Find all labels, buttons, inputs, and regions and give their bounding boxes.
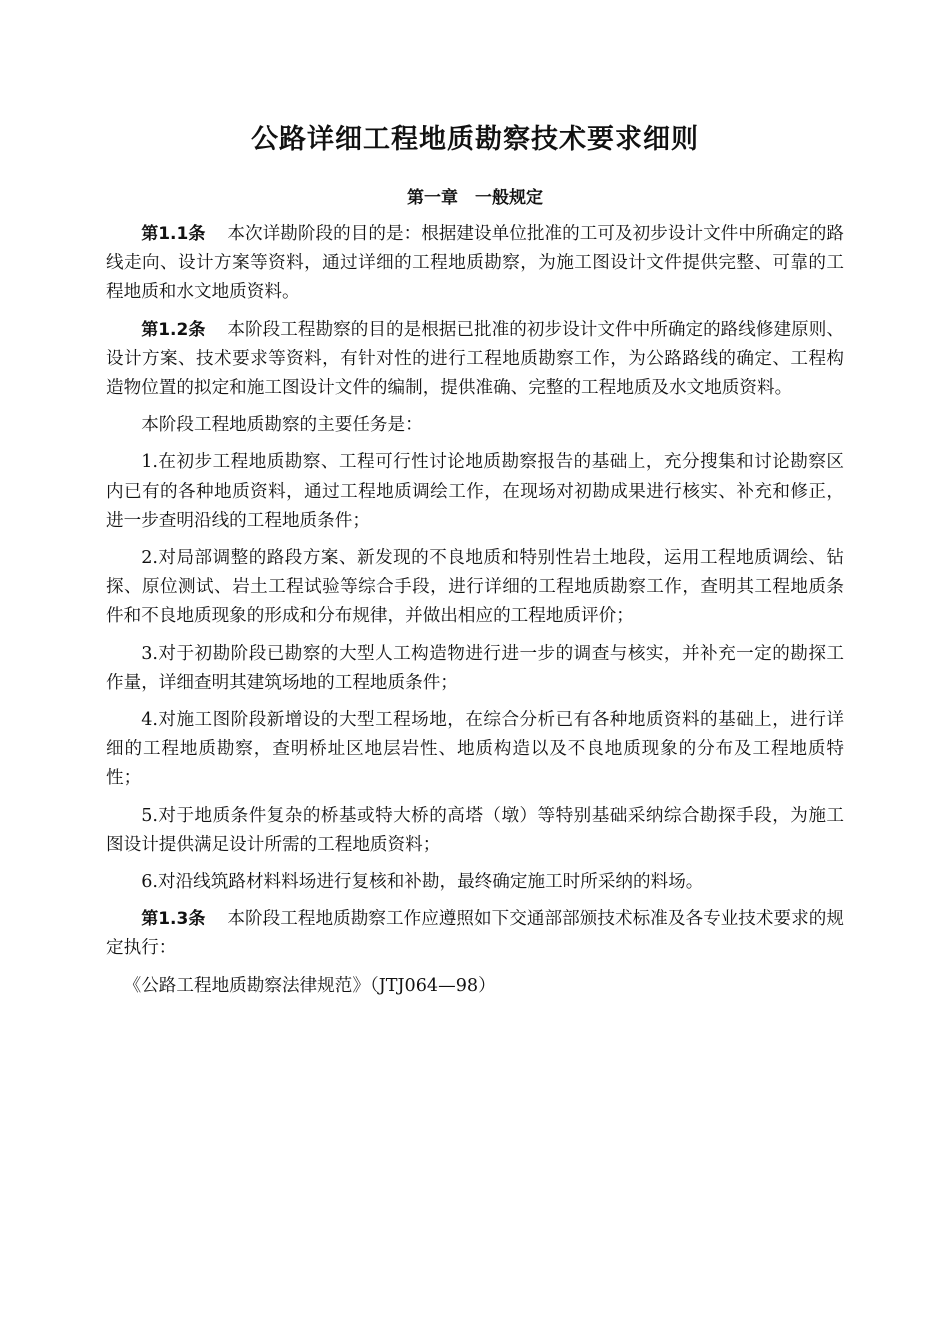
task-item: 1.在初步工程地质勘察、工程可行性讨论地质勘察报告的基础上，充分搜集和讨论勘察区内已有的各种地质资料，通过工程地质调绘工作，在现场对初勘成果进行核实、补充和修正，进一步查明沿线的工程地质条件；	[106, 452, 844, 531]
article-number: 第1.2条	[141, 319, 206, 340]
document-title: 公路详细工程地质勘察技术要求细则	[251, 124, 699, 155]
task-item: 2.对局部调整的路段方案、新发现的不良地质和特别性岩土地段，运用工程地质调绘、钻探、原位测试、岩土工程试验等综合手段，进行详细的工程地质勘察工作，查明其工程地质条件和不良地质现象的形成和分布规律，并做出相应的工程地质评价；	[106, 548, 844, 627]
chapter-heading: 第一章 一般规定	[407, 188, 543, 208]
article-text: 本次详勘阶段的目的是：根据建设单位批准的工可及初步设计文件中所确定的路线走向、设计方案等资料，通过详细的工程地质勘察，为施工图设计文件提供完整、可靠的工程地质和水文地质资料。	[106, 224, 844, 303]
article-1-3	[106, 905, 844, 963]
task-item: 4.对施工图阶段新增设的大型工程场地，在综合分析已有各种地质资料的基础上，进行详细的工程地质勘察，查明桥址区地层岩性、地质构造以及不良地质现象的分布及工程地质特性；	[106, 710, 844, 789]
article-1-2	[106, 316, 844, 404]
article-text: 本阶段工程勘察的目的是根据已批准的初步设计文件中所确定的路线修建原则、设计方案、技术要求等资料，有针对性的进行工程地质勘察工作，为公路路线的确定、工程构造物位置的拟定和施工图设计文件的编制，提供准确、完整的工程地质及水文地质资料。	[106, 319, 844, 399]
tasks-intro: 本阶段工程地质勘察的主要任务是：	[141, 415, 423, 436]
article-1-1	[106, 220, 844, 308]
task-item: 5.对于地质条件复杂的桥基或特大桥的高塔（墩）等特别基础采纳综合勘探手段，为施工图设计提供满足设计所需的工程地质资料；	[106, 805, 844, 855]
standard-reference: 《公路工程地质勘察法律规范》（JTJ064—98）	[123, 975, 496, 996]
task-item: 6.对沿线筑路材料料场进行复核和补勘，最终确定施工时所采纳的料场。	[141, 872, 704, 893]
task-item: 3.对于初勘阶段已勘察的大型人工构造物进行进一步的调查与核实，并补充一定的勘探工作量，详细查明其建筑场地的工程地质条件；	[106, 643, 844, 693]
article-number: 第1.3条	[141, 909, 206, 930]
article-text: 本阶段工程地质勘察工作应遵照如下交通部部颁技术标准及各专业技术要求的规定执行：	[106, 909, 844, 959]
document-body	[106, 220, 844, 1001]
article-number: 第1.1条	[141, 224, 206, 244]
